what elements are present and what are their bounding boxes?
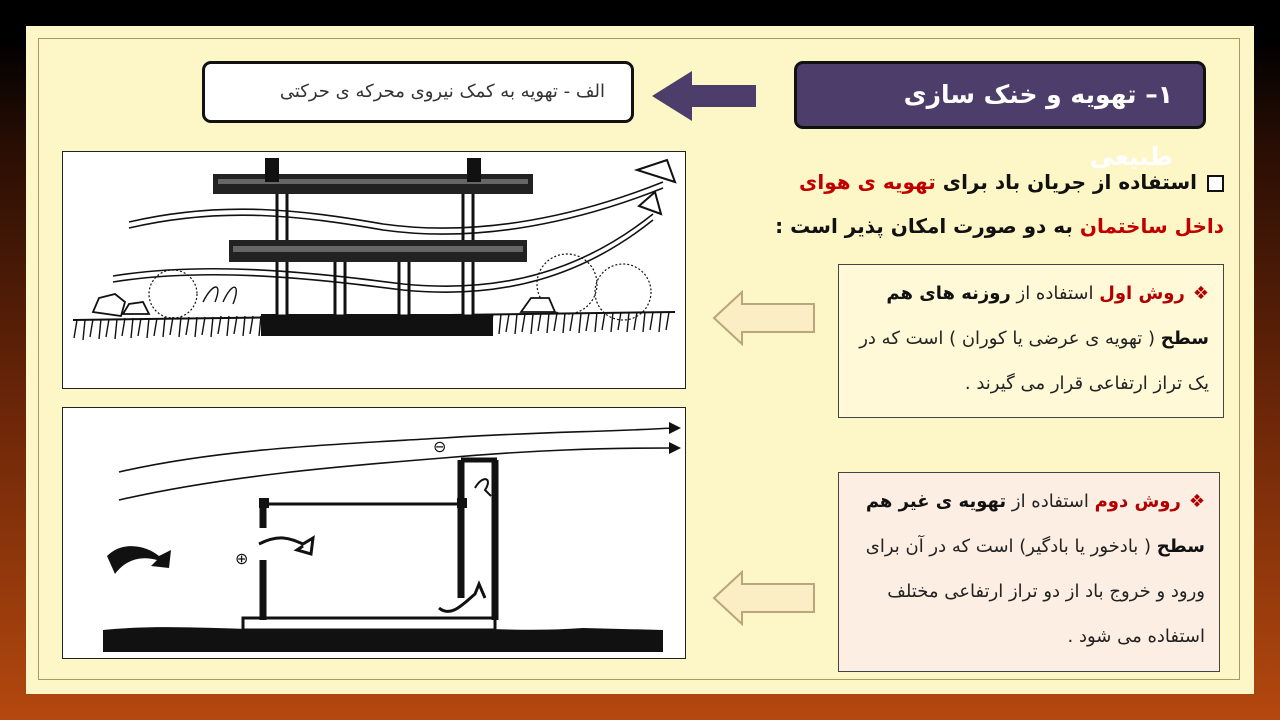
left-arrow-outline-icon (712, 570, 816, 626)
minus-sign: ⊖ (433, 437, 447, 456)
diamond-bullet-icon: ❖ (1188, 491, 1205, 512)
method-2-text-1: استفاده از (1006, 491, 1095, 512)
method-1-text-2: ( تهویه ی عرضی یا کوران ) است که در یک تراز ارتفاعی قرار می گیرند . (859, 328, 1209, 394)
method-1-name: روش اول (1099, 283, 1185, 304)
method-2-bold: تهویه ی غیر هم سطح (865, 491, 1205, 557)
intro-highlight-2: ساختمان (1079, 214, 1168, 238)
left-arrow-icon (652, 71, 756, 121)
page-title: ۱– تهویه و خنک سازی طبیعی (794, 61, 1206, 129)
subtitle-box: الف - تهویه به کمک نیروی محرکه ی حرکتی (202, 61, 634, 123)
method-1-box (838, 264, 1224, 418)
intro-text-2: به دو صورت امکان پذیر است : (775, 214, 1080, 238)
method-2-text-2: ( بادخور یا بادگیر) است که در آن برای ورود و خروج باد از دو تراز ارتفاعی مختلف استفاده می شود . (865, 536, 1205, 647)
diamond-bullet-icon: ❖ (1192, 283, 1209, 304)
method-1-bold: روزنه های هم سطح (886, 283, 1209, 349)
slide (26, 26, 1254, 694)
method-2-name: روش دوم (1094, 491, 1181, 512)
wind-catcher-sketch (63, 408, 685, 658)
plus-sign: ⊕ (235, 549, 249, 568)
cross-ventilation-sketch (63, 152, 685, 388)
left-arrow-outline-icon (712, 290, 816, 346)
method-1-text-1: استفاده از (1010, 283, 1100, 304)
cross-ventilation-diagram (62, 151, 686, 389)
intro-text-1: استفاده از جریان باد برای (935, 170, 1197, 194)
intro-highlight-1: تهویه ی هوای داخل (799, 170, 1224, 238)
checkbox-bullet-icon (1207, 175, 1224, 192)
wind-catcher-diagram (62, 407, 686, 659)
intro-paragraph (752, 160, 1224, 248)
method-2-box (838, 472, 1220, 672)
